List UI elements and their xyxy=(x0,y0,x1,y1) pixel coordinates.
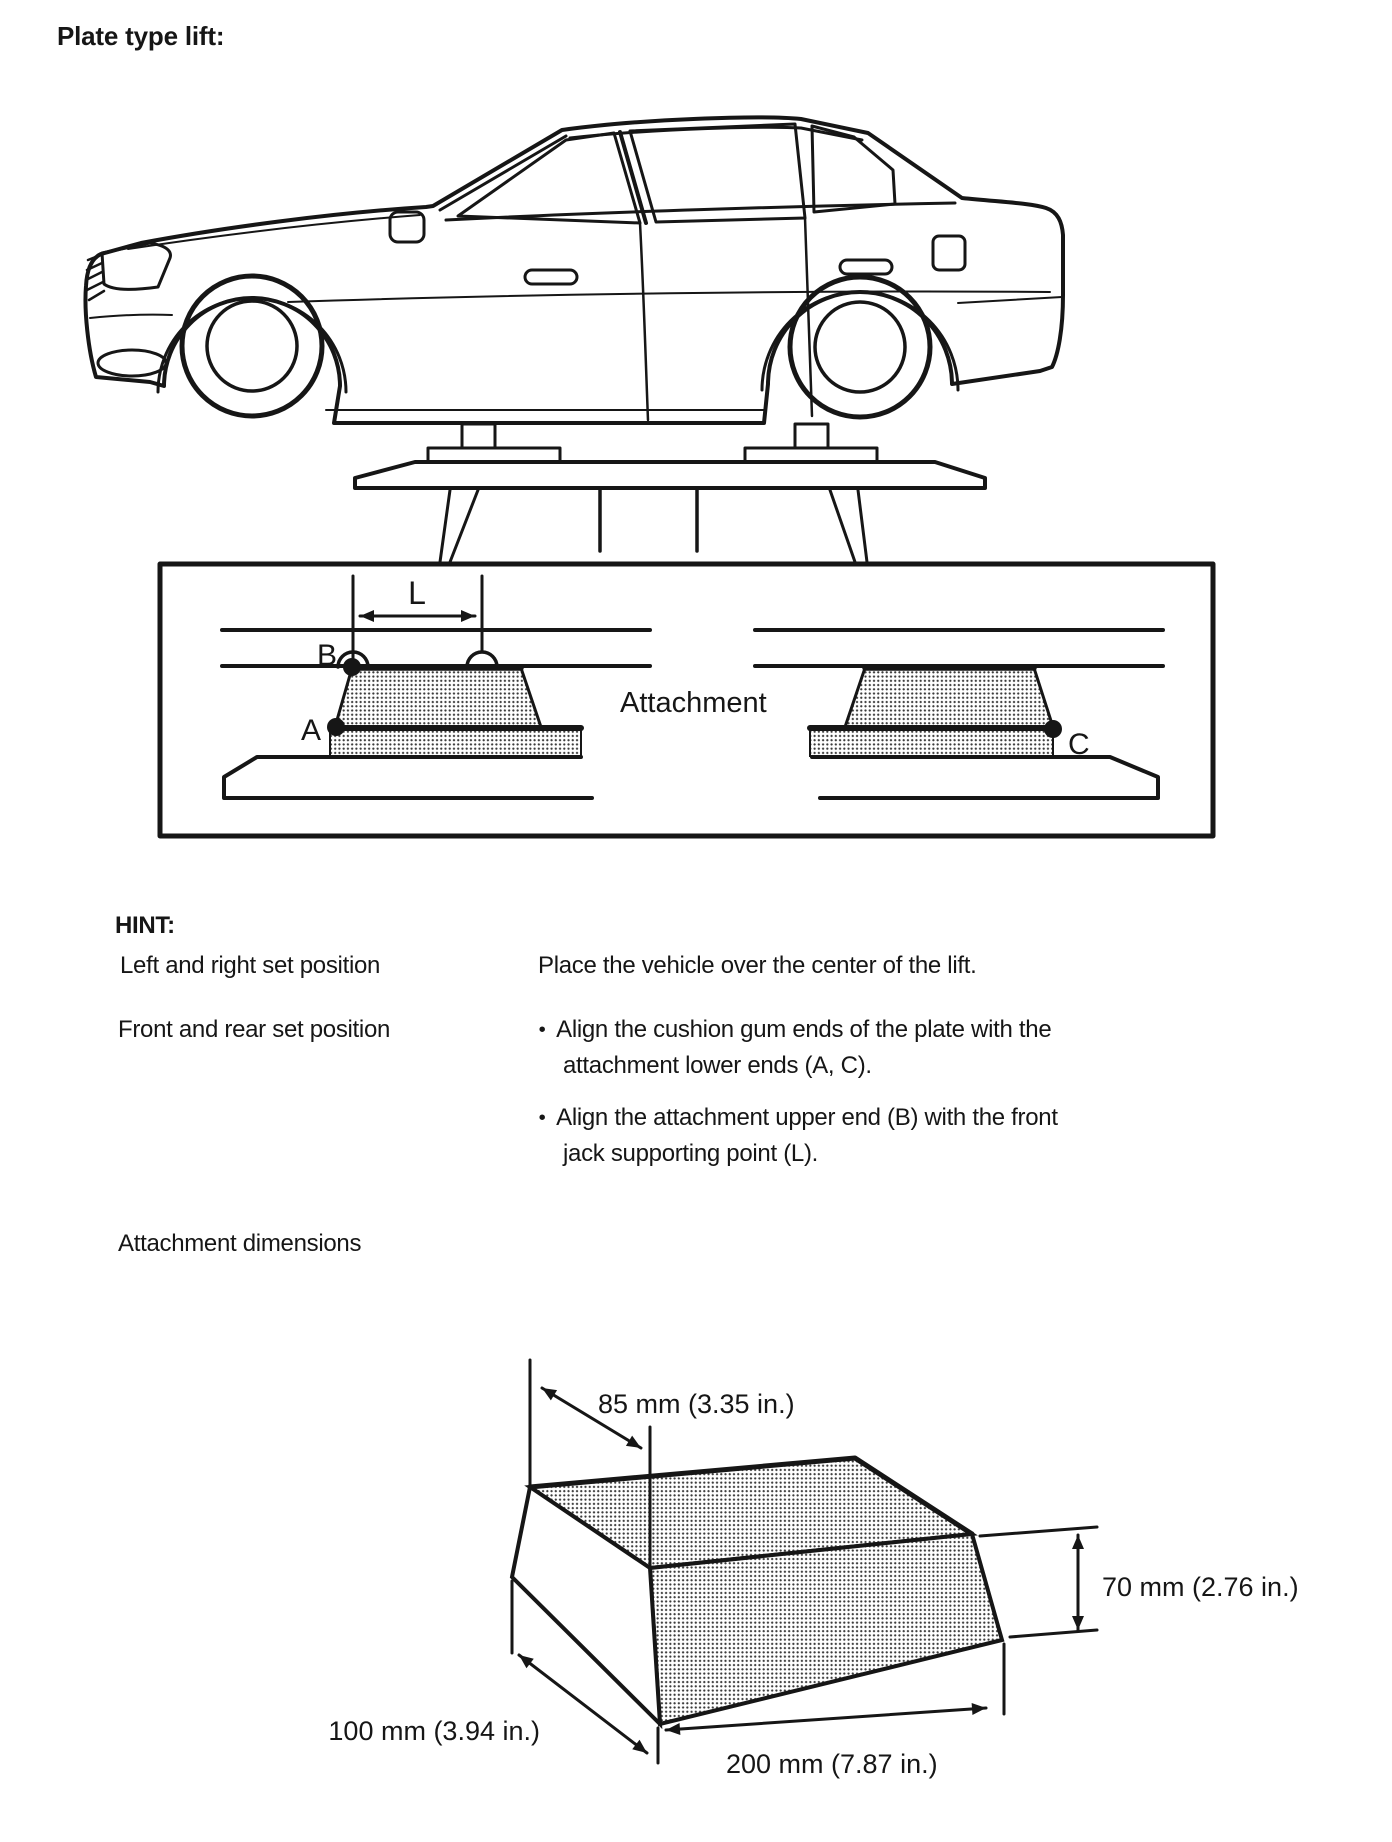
leader-lines xyxy=(440,490,867,562)
hint-bullet-1-line-2: attachment lower ends (A, C). xyxy=(563,1052,872,1079)
point-a-dot xyxy=(327,718,345,736)
bumper-crease xyxy=(90,315,172,318)
dimension-figure xyxy=(328,1360,1298,1779)
label-l: L xyxy=(408,575,426,611)
attachment-dimensions-heading: Attachment dimensions xyxy=(118,1230,362,1257)
front-wheel-arch xyxy=(158,298,346,392)
lift-assembly xyxy=(355,424,985,562)
rear-door-cut xyxy=(805,218,812,416)
car-side-view xyxy=(85,117,1063,423)
hint-label: HINT: xyxy=(115,912,175,939)
sill-lines xyxy=(222,630,1163,666)
detail-callout-box xyxy=(160,564,1213,836)
rear-door-handle xyxy=(840,260,892,274)
label-c: C xyxy=(1068,728,1090,761)
dim-depth-label: 100 mm (3.94 in.) xyxy=(328,1716,540,1746)
dim-height-label: 70 mm (2.76 in.) xyxy=(1102,1572,1299,1602)
block-front-face xyxy=(650,1534,1002,1724)
lift-posts xyxy=(600,488,697,551)
lift-pads xyxy=(428,424,877,462)
label-a: A xyxy=(300,714,321,747)
left-plate xyxy=(224,757,592,798)
bullet-2-text-1: Align the attachment upper end (B) with the front xyxy=(556,1104,1058,1131)
attachment-label: Attachment xyxy=(620,687,767,719)
lift-platform xyxy=(355,462,985,488)
hint-bullet-2-line-1 xyxy=(538,1104,1058,1132)
front-door-cut xyxy=(640,223,648,420)
fuel-door xyxy=(933,236,965,270)
hint-left-item-1: Left and right set position xyxy=(120,952,381,979)
label-b: B xyxy=(316,639,337,672)
dim-height xyxy=(980,1527,1299,1637)
headlight xyxy=(102,243,170,289)
point-b-dot xyxy=(343,658,361,676)
bullet-icon: • xyxy=(538,1106,546,1130)
right-plate xyxy=(812,757,1158,798)
bullet-1-text-1: Align the cushion gum ends of the plate with the xyxy=(556,1016,1052,1043)
dim-top-width-label: 85 mm (3.35 in.) xyxy=(598,1389,795,1419)
left-attachment-shape xyxy=(330,668,581,756)
front-door-handle xyxy=(525,270,577,284)
hint-place-text: Place the vehicle over the center of the lift. xyxy=(538,952,977,979)
right-attachment-shape xyxy=(810,668,1053,756)
hint-bullet-2-line-2: jack supporting point (L). xyxy=(563,1140,819,1167)
point-c-dot xyxy=(1044,720,1062,738)
rear-bumper-crease xyxy=(958,297,1062,303)
fog-lamp xyxy=(98,350,166,376)
page-title: Plate type lift: xyxy=(57,21,225,51)
hint-bullet-1-line-1 xyxy=(538,1016,1051,1044)
hint-left-item-2: Front and rear set position xyxy=(118,1016,391,1043)
hood-cut xyxy=(128,215,420,249)
dim-bottom-width-label: 200 mm (7.87 in.) xyxy=(726,1749,938,1779)
body-crease xyxy=(288,291,1050,302)
bullet-icon: • xyxy=(538,1018,546,1042)
